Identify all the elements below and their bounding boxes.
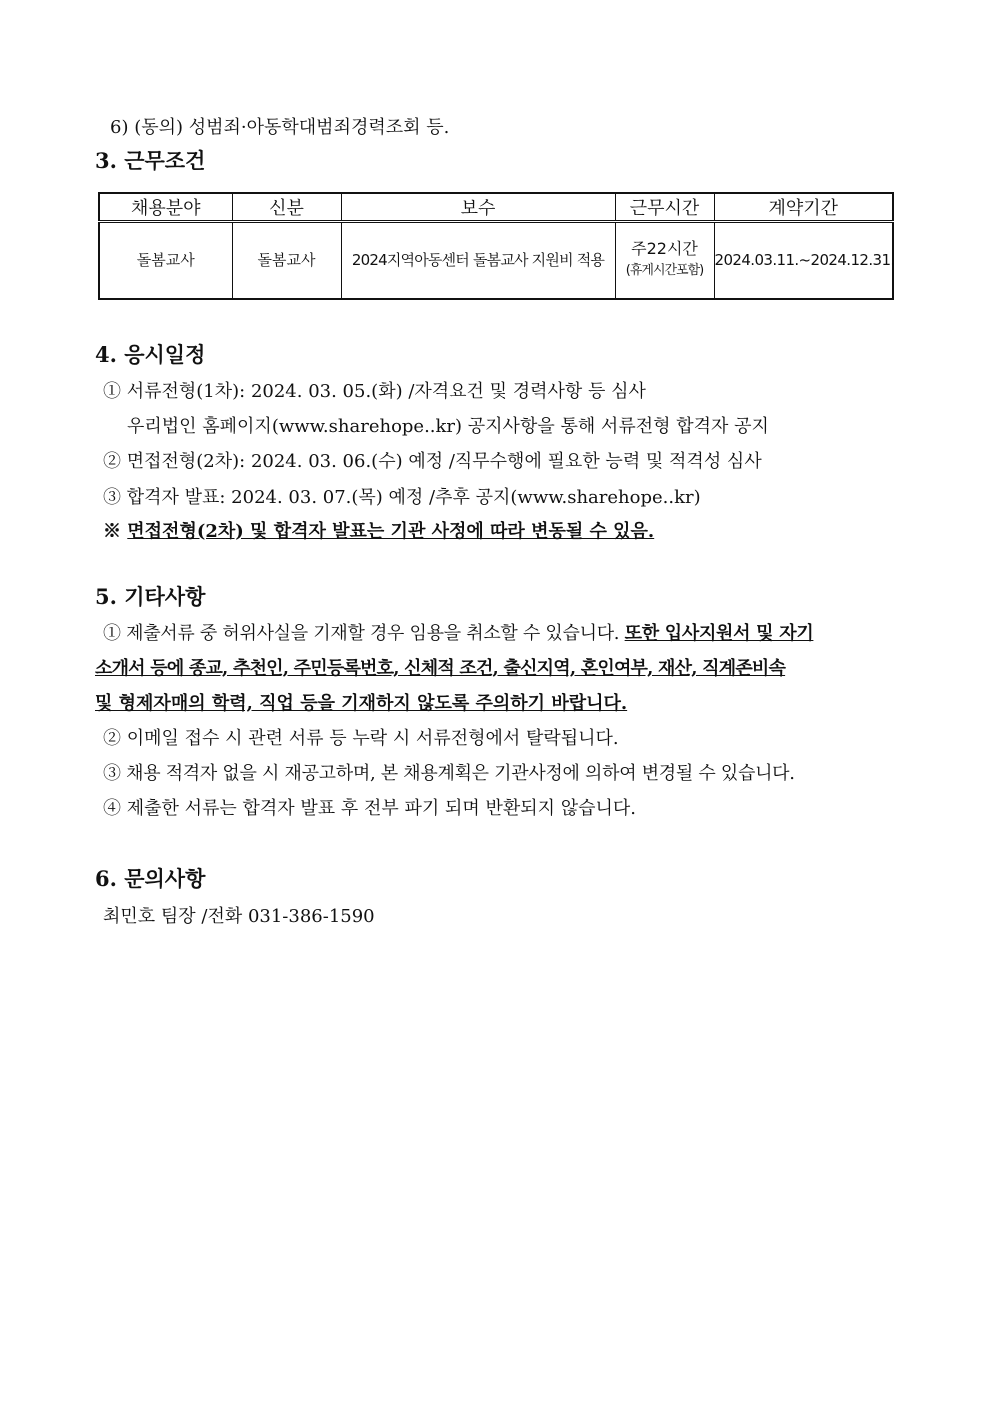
contact-text: 최민호 팀장 /전화 031-386-1590: [103, 906, 375, 927]
other-item-1-bold-b: 소개서 등에 종교, 추천인, 주민등록번호, 신체적 조건, 출신지역, 혼인여부, 재산, 직계존비속: [95, 658, 786, 679]
note-mark: ※: [103, 521, 128, 542]
schedule-item-1: ① 서류전형(1차): 2024. 03. 05.(화) /자격요건 및 경력사항 등 심사: [103, 381, 646, 402]
table-row: [99, 222, 893, 299]
schedule-note: [103, 520, 654, 544]
schedule-item-3: ③ 합격자 발표: 2024. 03. 07.(목) 예정 /추후 공지(www.sharehope..kr): [103, 487, 701, 508]
section4-title: 4. 응시일정: [95, 342, 206, 367]
other-item-4: ④ 제출한 서류는 합격자 발표 후 전부 파기 되며 반환되지 않습니다.: [103, 798, 637, 819]
cell-period: 2024.03.11.~2024.12.31.: [714, 222, 893, 299]
cell-pay: 2024지역아동센터 돌봄교사 지원비 적용: [341, 222, 615, 299]
other-item-3: ③ 채용 적격자 없을 시 재공고하며, 본 채용계획은 기관사정에 의하여 변경될 수 있습니다.: [103, 763, 795, 784]
header-period: 계약기간: [714, 193, 893, 222]
other-item-2: ② 이메일 접수 시 관련 서류 등 누락 시 서류전형에서 탈락됩니다.: [103, 728, 619, 749]
other-item-1-bold-c: 및 형제자매의 학력, 직업 등을 기재하지 않도록 주의하기 바랍니다.: [95, 693, 628, 714]
cell-field: 돌봄교사: [99, 222, 232, 299]
other-item-1-plain: ① 제출서류 중 허위사실을 기재할 경우 임용을 취소할 수 있습니다.: [103, 623, 625, 644]
table-header-row: [99, 193, 893, 222]
section3-title: 3. 근무조건: [95, 148, 206, 173]
schedule-item-1-sub: 우리법인 홈페이지(www.sharehope..kr) 공지사항을 통해 서류전형 합격자 공지: [127, 416, 769, 437]
other-item-1: [103, 622, 813, 646]
section6-title: 6. 문의사항: [95, 866, 206, 891]
section5-title: 5. 기타사항: [95, 584, 206, 609]
work-conditions-table: [98, 192, 894, 300]
note-text: 면접전형(2차) 및 합격자 발표는 기관 사정에 따라 변동될 수 있음.: [127, 521, 655, 542]
cell-hours-line2: (휴게시간포함): [625, 263, 704, 279]
header-pay: 보수: [341, 193, 615, 222]
header-field: 채용분야: [99, 193, 232, 222]
cell-hours-line1: 주22시간: [631, 239, 698, 259]
header-status: 신분: [232, 193, 341, 222]
header-hours: 근무시간: [615, 193, 714, 222]
cell-hours: [615, 222, 714, 299]
cell-status: 돌봄교사: [232, 222, 341, 299]
schedule-item-2: ② 면접전형(2차): 2024. 03. 06.(수) 예정 /직무수행에 필요한 능력 및 적격성 심사: [103, 451, 762, 472]
prev-item-text: 6) (동의) 성범죄·아동학대범죄경력조회 등.: [110, 117, 450, 138]
other-item-1-bold-a: 또한 입사지원서 및 자기: [624, 623, 814, 644]
